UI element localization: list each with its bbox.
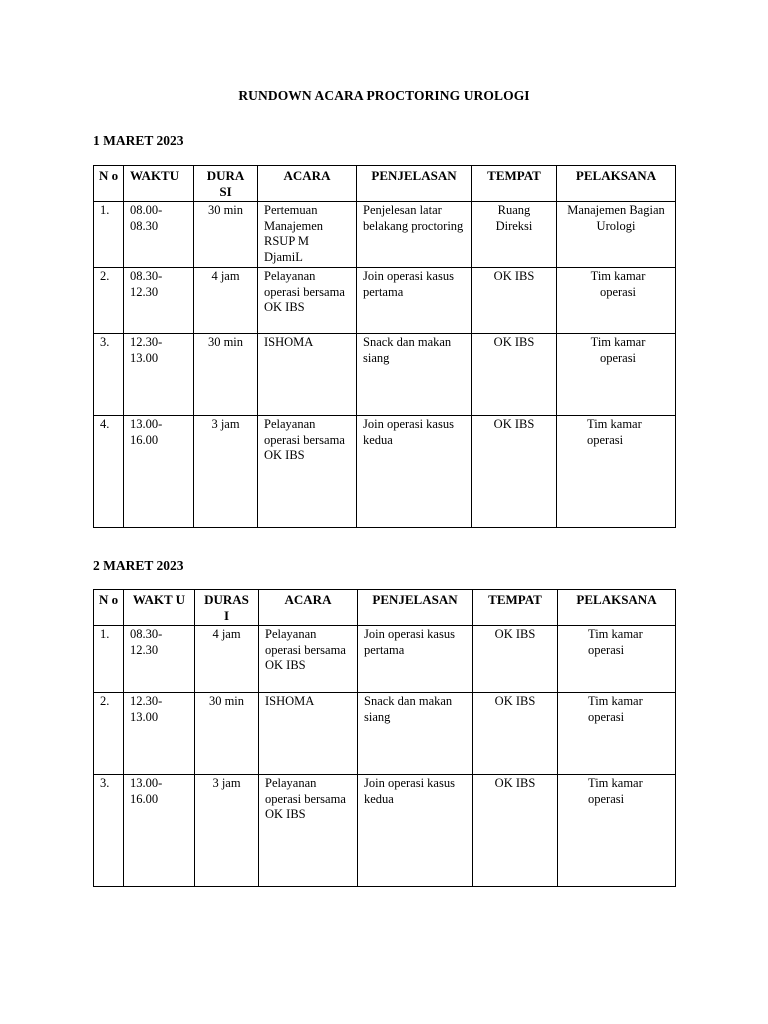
cell-durasi: 30 min	[194, 334, 258, 416]
cell-no: 2.	[94, 268, 124, 334]
header-pelaksana: PELAKSANA	[557, 166, 676, 202]
header-waktu: WAKT U	[124, 590, 195, 626]
day2-date-heading: 2 MARET 2023	[93, 558, 184, 573]
header-tempat: TEMPAT	[473, 590, 558, 626]
cell-penjelasan: Snack dan makan siang	[358, 693, 473, 775]
cell-durasi: 3 jam	[194, 416, 258, 528]
cell-penjelasan: Join operasi kasus pertama	[357, 268, 472, 334]
cell-pelaksana-text: Tim kamar operasi	[590, 269, 646, 299]
cell-tempat: OK IBS	[472, 268, 557, 334]
header-pelaksana: PELAKSANA	[558, 590, 676, 626]
cell-durasi: 4 jam	[195, 626, 259, 693]
cell-waktu: 12.30- 13.00	[124, 334, 194, 416]
cell-tempat: OK IBS	[472, 416, 557, 528]
cell-pelaksana	[557, 268, 676, 334]
cell-pelaksana: Tim kamar operasi	[558, 626, 676, 693]
cell-penjelasan: Snack dan makan siang	[357, 334, 472, 416]
cell-penjelasan: Join operasi kasus kedua	[357, 416, 472, 528]
cell-penjelasan: Join operasi kasus kedua	[358, 775, 473, 887]
cell-acara: Pelayanan operasi bersama OK IBS	[259, 775, 358, 887]
cell-no: 2.	[94, 693, 124, 775]
cell-tempat: OK IBS	[472, 334, 557, 416]
header-waktu: WAKTU	[124, 166, 194, 202]
cell-no: 3.	[94, 775, 124, 887]
table-row	[94, 626, 676, 693]
table-row	[94, 268, 676, 334]
cell-no: 1.	[94, 626, 124, 693]
cell-no: 4.	[94, 416, 124, 528]
cell-durasi: 3 jam	[195, 775, 259, 887]
cell-acara: ISHOMA	[259, 693, 358, 775]
cell-no: 1.	[94, 202, 124, 268]
header-acara: ACARA	[259, 590, 358, 626]
cell-pelaksana: Tim kamar operasi	[558, 693, 676, 775]
table-row	[94, 775, 676, 887]
cell-durasi: 30 min	[195, 693, 259, 775]
table-row	[94, 202, 676, 268]
cell-tempat: OK IBS	[473, 626, 558, 693]
cell-pelaksana: Manajemen Bagian Urologi	[557, 202, 676, 268]
table-row	[94, 334, 676, 416]
table-header-row	[94, 590, 676, 626]
cell-waktu: 08.00- 08.30	[124, 202, 194, 268]
day1-rundown-table	[93, 165, 676, 528]
cell-acara: Pelayanan operasi bersama OK IBS	[259, 626, 358, 693]
header-durasi: DURAS I	[195, 590, 259, 626]
cell-waktu: 08.30- 12.30	[124, 268, 194, 334]
cell-waktu: 12.30- 13.00	[124, 693, 195, 775]
cell-durasi: 30 min	[194, 202, 258, 268]
document-title: RUNDOWN ACARA PROCTORING UROLOGI	[238, 88, 530, 103]
cell-no: 3.	[94, 334, 124, 416]
cell-penjelasan: Penjelesan latar belakang proctoring	[357, 202, 472, 268]
cell-pelaksana: Tim kamar operasi	[557, 416, 676, 528]
cell-pelaksana	[557, 334, 676, 416]
cell-tempat: OK IBS	[473, 775, 558, 887]
cell-waktu: 13.00- 16.00	[124, 416, 194, 528]
table-row	[94, 693, 676, 775]
day2-rundown-table	[93, 589, 676, 887]
cell-pelaksana: Tim kamar operasi	[558, 775, 676, 887]
day1-date-heading: 1 MARET 2023	[93, 133, 184, 148]
header-durasi: DURA SI	[194, 166, 258, 202]
cell-tempat: Ruang Direksi	[472, 202, 557, 268]
header-acara: ACARA	[258, 166, 357, 202]
cell-pelaksana-text: Tim kamar operasi	[590, 335, 646, 365]
cell-acara: ISHOMA	[258, 334, 357, 416]
cell-waktu: 13.00- 16.00	[124, 775, 195, 887]
table-row	[94, 416, 676, 528]
cell-durasi: 4 jam	[194, 268, 258, 334]
cell-penjelasan: Join operasi kasus pertama	[358, 626, 473, 693]
header-no: N o	[94, 166, 124, 202]
header-penjelasan: PENJELASAN	[357, 166, 472, 202]
header-no: N o	[94, 590, 124, 626]
table-header-row	[94, 166, 676, 202]
header-tempat: TEMPAT	[472, 166, 557, 202]
cell-acara: Pertemuan Manajemen RSUP M DjamiL	[258, 202, 357, 268]
cell-acara: Pelayanan operasi bersama OK IBS	[258, 416, 357, 528]
cell-acara: Pelayanan operasi bersama OK IBS	[258, 268, 357, 334]
cell-waktu: 08.30- 12.30	[124, 626, 195, 693]
header-penjelasan: PENJELASAN	[358, 590, 473, 626]
cell-tempat: OK IBS	[473, 693, 558, 775]
